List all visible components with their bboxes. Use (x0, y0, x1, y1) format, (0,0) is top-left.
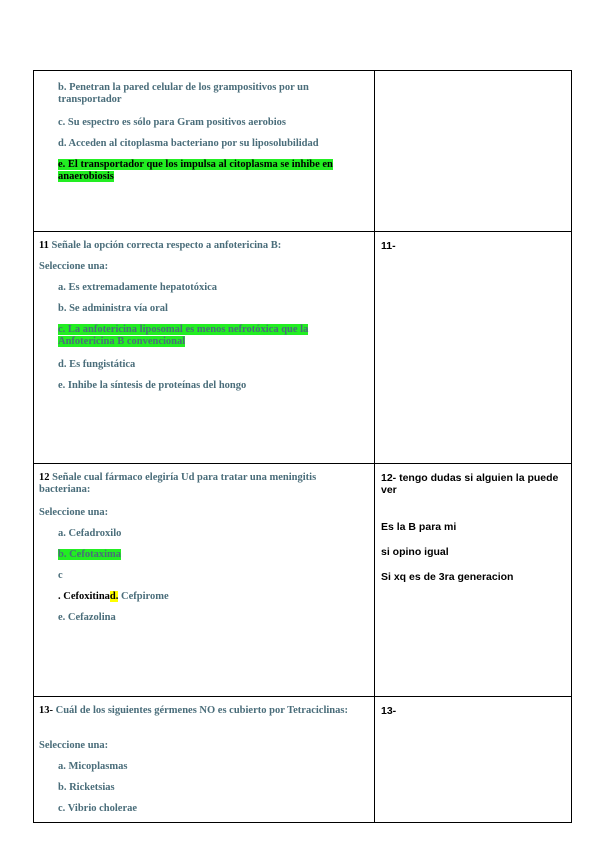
q10-option-c: c. Su espectro es sólo para Gram positivos aerobios (58, 117, 286, 128)
q12-question: 12 Señale cual fármaco elegiría Ud para tratar una meningitis bacteriana: (39, 472, 317, 495)
q10-option-e: e. El transportador que los impulsa al citoplasma se inhibe en anaerobiosis (58, 159, 333, 182)
q11-option-a: a. Es extremadamente hepatotóxica (58, 282, 218, 293)
q10-option-d: d. Acceden al citoplasma bacteriano por su liposolubilidad (58, 138, 319, 149)
q12-option-c: c (58, 570, 63, 581)
q12-note-4: Si xq es de 3ra generacion (381, 571, 514, 583)
q12-question-cell (34, 464, 375, 697)
q11-option-c: c. La anfotericina liposomal es menos nefrotóxica que la Anfotericina B convencional (58, 324, 309, 347)
q13-option-a: a. Micoplasmas (58, 761, 128, 772)
q11-note: 11- (381, 240, 396, 252)
q11-question: 11 Señale la opción correcta respecto a anfotericina B: (39, 240, 282, 251)
q11-note-cell (375, 232, 572, 464)
q11-question-cell (34, 232, 375, 464)
q10-note-cell (375, 71, 572, 232)
q13-option-b: b. Ricketsias (58, 782, 115, 793)
q13-note: 13- (381, 705, 397, 717)
q13-question-cell (34, 697, 375, 823)
q11-select-label: Seleccione una: (39, 261, 109, 272)
q12-option-e: e. Cefazolina (58, 612, 116, 623)
q12-note-cell (375, 464, 572, 697)
q12-option-d: . Cefoxitinad. Cefpirome (58, 591, 169, 602)
q12-note-2: Es la B para mi (381, 521, 457, 533)
q12-option-a: a. Cefadroxilo (58, 528, 122, 539)
q11-option-b: b. Se administra vía oral (58, 303, 168, 314)
q12-note-3: si opino igual (381, 546, 449, 558)
q12-option-b: b. Cefotaxima (58, 549, 121, 560)
q13-question: 13- Cuál de los siguientes gérmenes NO es cubierto por Tetraciclinas: (39, 705, 348, 716)
q12-select-label: Seleccione una: (39, 507, 109, 518)
q12-note-1: 12- tengo dudas si alguien la puede ver (381, 472, 559, 496)
q13-select-label: Seleccione una: (39, 740, 109, 751)
q11-option-e: e. Inhibe la síntesis de proteínas del hongo (58, 380, 247, 391)
q10-question-cell (34, 71, 375, 232)
q11-option-d: d. Es fungistática (58, 359, 136, 370)
q10-option-b: b. Penetran la pared celular de los grampositivos por un transportador (58, 82, 309, 105)
questions-table (33, 70, 572, 823)
q13-option-c: c. Vibrio cholerae (58, 803, 138, 814)
q13-note-cell (375, 697, 572, 823)
